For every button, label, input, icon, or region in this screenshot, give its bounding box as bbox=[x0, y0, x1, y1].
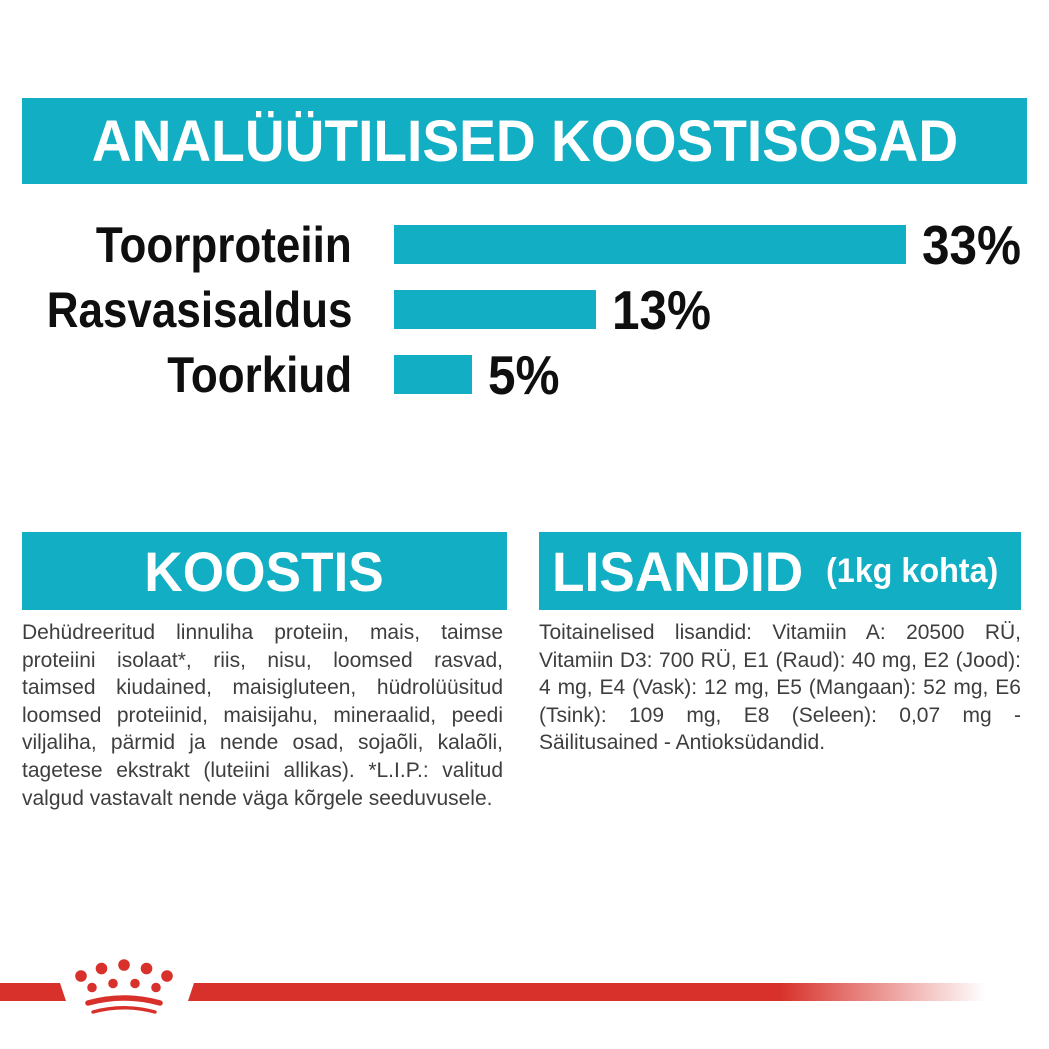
analytical-bar-chart bbox=[0, 213, 1049, 420]
additives-title: LISANDID bbox=[552, 539, 804, 603]
page-title: ANALÜÜTILISED KOOSTISOSAD bbox=[91, 108, 958, 174]
chart-row bbox=[0, 278, 1049, 341]
royal-canin-crown-logo bbox=[61, 955, 191, 1023]
footer-red-line-left bbox=[0, 983, 66, 1001]
composition-text: Dehüdreeritud linnuliha proteiin, mais, taimse proteiini isolaat*, riis, nisu, loomsed rasvad, taimsed kiudained, maisigluteen, hüdrolüüsitud loomsed proteiinid, maisijahu, mineraalid, peedi viljaliha, pärmid ja nende osad, sojaõli, kalaõli, tagetese ekstrakt (luteiini allikas). *L.I.P.: valitud valgud vastavalt nende väga kõrgele seeduvusele. bbox=[22, 621, 503, 810]
chart-row bbox=[0, 213, 1049, 276]
chart-bar bbox=[394, 355, 472, 394]
chart-category-label: Toorproteiin bbox=[96, 216, 352, 273]
composition-header bbox=[22, 532, 507, 610]
additives-text: Toitainelised lisandid: Vitamiin A: 20500 RÜ, Vitamiin D3: 700 RÜ, E1 (Raud): 40 mg, E2 (Jood): 4 mg, E4 (Vask): 12 mg, E5 (Mangaan): 52 mg, E6 (Tsink): 109 mg, E8 (Seleen): 0,07 mg - Säilitusained - Antioksüdandid. bbox=[539, 621, 1021, 755]
footer-red-line-right bbox=[188, 983, 1010, 1001]
chart-bar bbox=[394, 225, 906, 264]
additives-title-suffix: (1kg kohta) bbox=[826, 551, 999, 590]
analytical-constituents-header bbox=[22, 98, 1027, 184]
chart-row bbox=[0, 343, 1049, 406]
chart-value-label: 5% bbox=[487, 343, 560, 406]
chart-value-label: 33% bbox=[921, 213, 1021, 276]
chart-bar bbox=[394, 290, 596, 329]
chart-value-label: 13% bbox=[611, 278, 711, 341]
composition-title: KOOSTIS bbox=[144, 539, 385, 603]
additives-header bbox=[539, 532, 1021, 610]
chart-category-label: Rasvasisaldus bbox=[46, 281, 352, 338]
chart-category-label: Toorkiud bbox=[167, 346, 352, 403]
